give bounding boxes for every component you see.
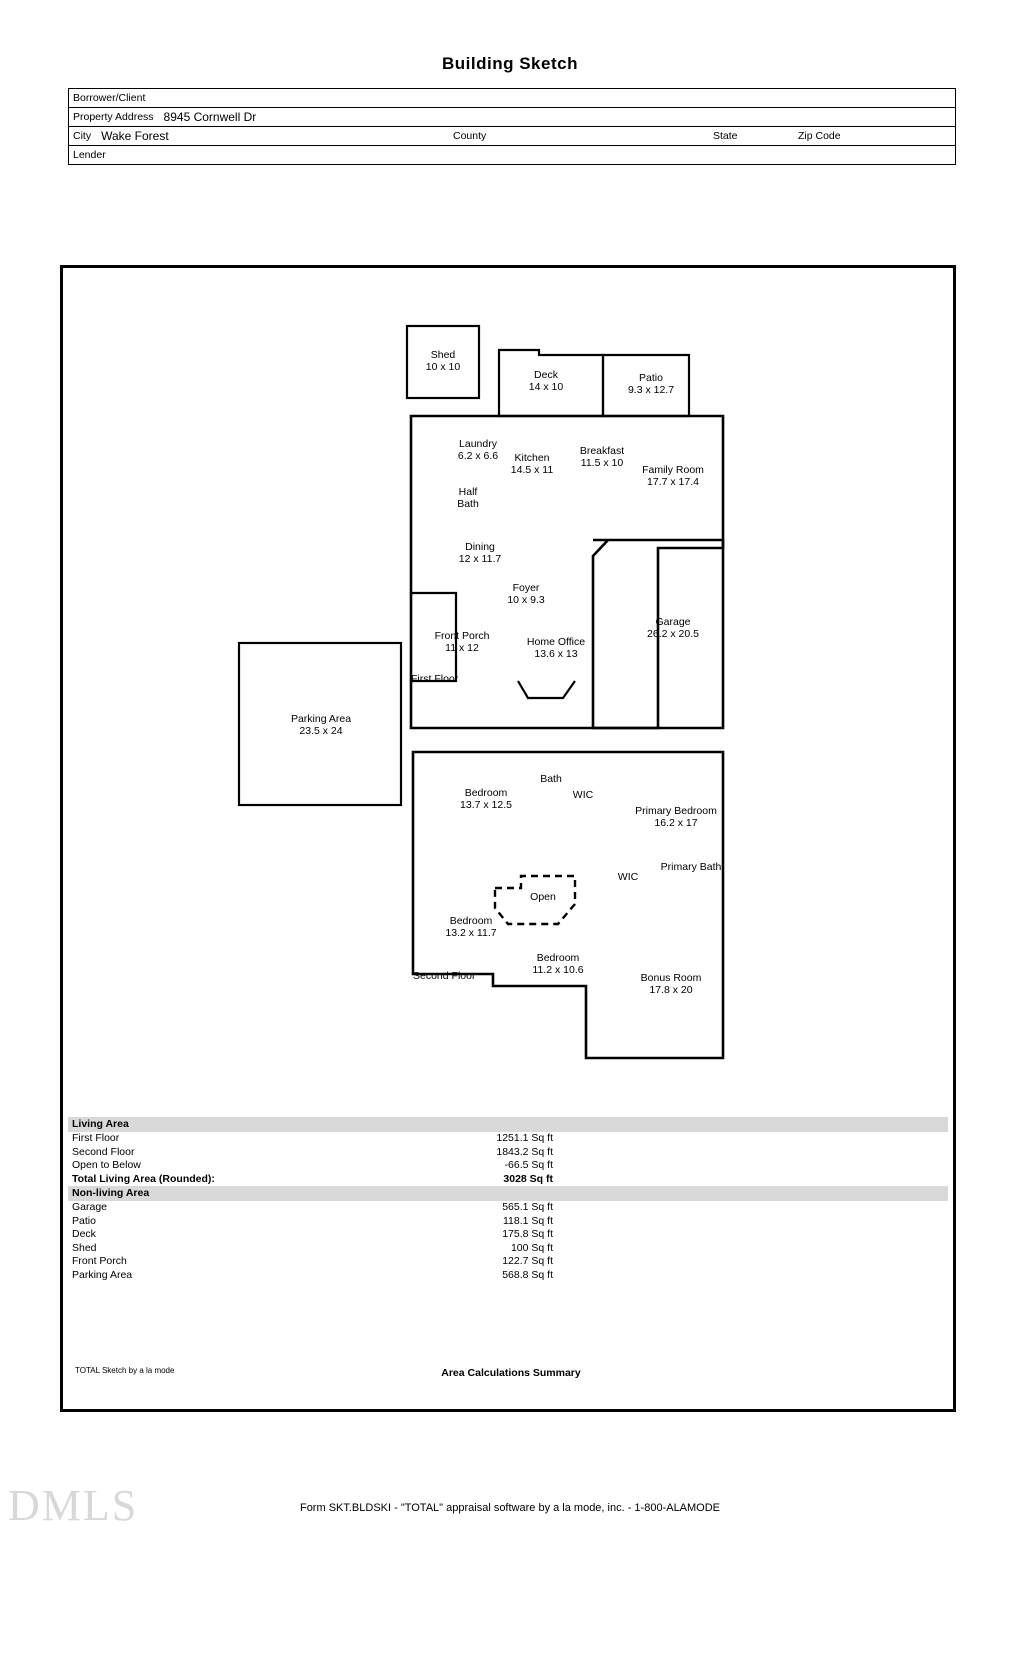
label-laundry: Laundry 6.2 x 6.6 <box>457 438 499 462</box>
label-bath: Bath <box>540 773 562 785</box>
page-title: Building Sketch <box>442 54 578 73</box>
calc-row-second-floor <box>68 1146 948 1160</box>
calc-value: 122.7 Sq ft <box>502 1255 553 1267</box>
calc-label: Deck <box>72 1228 96 1240</box>
borrower-label: Borrower/Client <box>73 92 146 104</box>
calc-label: Front Porch <box>72 1255 127 1267</box>
row-property-address <box>69 108 955 127</box>
city-value: Wake Forest <box>101 129 169 143</box>
calc-value: 175.8 Sq ft <box>502 1228 553 1240</box>
label-front-porch: Front Porch 11 x 12 <box>434 630 490 654</box>
calc-label: Total Living Area (Rounded): <box>72 1172 215 1185</box>
zip-label: Zip Code <box>798 130 841 142</box>
calc-value: 1251.1 Sq ft <box>496 1132 553 1144</box>
property-address-value: 8945 Cornwell Dr <box>163 110 257 124</box>
label-deck: Deck 14 x 10 <box>528 369 564 393</box>
calc-value: 1843.2 Sq ft <box>496 1145 553 1158</box>
city-label: City <box>73 130 92 142</box>
state-label: State <box>713 130 738 142</box>
county-label: County <box>453 130 487 142</box>
label-open: Open <box>530 891 556 903</box>
row-city-county-state-zip <box>69 127 955 146</box>
calc-label: Parking Area <box>72 1268 133 1281</box>
label-breakfast: Breakfast 11.5 x 10 <box>579 445 625 469</box>
sketch-credit: TOTAL Sketch by a la mode <box>75 1366 175 1375</box>
calc-value: -66.5 Sq ft <box>504 1159 553 1171</box>
living-area-header: Living Area <box>68 1117 948 1132</box>
label-patio: Patio 9.3 x 12.7 <box>627 372 675 396</box>
shape-home-office-bay <box>518 681 575 698</box>
label-primary-bedroom: Primary Bedroom 16.2 x 17 <box>635 805 717 829</box>
area-calculations-title: Area Calculations Summary <box>441 1367 581 1379</box>
label-first-floor: First Floor <box>411 673 459 685</box>
label-home-office: Home Office 13.6 x 13 <box>526 636 586 660</box>
calc-row-total-living-area <box>68 1173 948 1187</box>
calc-row-patio <box>68 1215 948 1229</box>
calc-row-open-to-below <box>68 1159 948 1173</box>
lender-label: Lender <box>73 149 106 161</box>
label-kitchen: Kitchen 14.5 x 11 <box>510 452 554 476</box>
row-borrower <box>69 89 955 108</box>
calc-value: 100 Sq ft <box>510 1241 553 1254</box>
calc-label: Second Floor <box>72 1145 135 1158</box>
calc-label: Patio <box>72 1214 96 1227</box>
label-family-room: Family Room 17.7 x 17.4 <box>642 464 704 488</box>
calc-value: 3028 Sq ft <box>503 1172 553 1185</box>
label-bonus-room: Bonus Room 17.8 x 20 <box>640 972 702 996</box>
label-half-bath: Half Bath <box>457 486 479 510</box>
calc-label: Open to Below <box>72 1159 141 1171</box>
label-garage: Garage 26.2 x 20.5 <box>647 616 699 640</box>
form-footer-note: Form SKT.BLDSKI - "TOTAL" appraisal software by a la mode, inc. - 1-800-ALAMODE <box>299 1502 721 1514</box>
calc-row-garage <box>68 1201 948 1215</box>
calc-label: Garage <box>72 1201 108 1213</box>
label-shed: Shed 10 x 10 <box>425 349 461 373</box>
calc-value: 568.8 Sq ft <box>502 1268 553 1281</box>
calc-row-shed <box>68 1242 948 1256</box>
label-foyer: Foyer 10 x 9.3 <box>507 582 545 606</box>
label-second-floor: Second Floor <box>413 970 476 982</box>
row-lender <box>69 146 955 164</box>
nonliving-area-header: Non-living Area <box>68 1186 948 1201</box>
calc-row-deck <box>68 1228 948 1242</box>
label-bedroom-2: Bedroom 13.2 x 11.7 <box>445 915 497 939</box>
label-primary-bath: Primary Bath <box>660 861 722 873</box>
calc-label: Shed <box>72 1241 97 1254</box>
label-bedroom-1: Bedroom 13.7 x 12.5 <box>460 787 512 811</box>
label-wic-1: WIC <box>572 789 594 801</box>
label-wic-2: WIC <box>617 871 639 883</box>
label-parking-area: Parking Area 23.5 x 24 <box>290 713 352 737</box>
calc-row-parking-area <box>68 1269 948 1283</box>
calc-value: 118.1 Sq ft <box>502 1214 553 1227</box>
property-info-table <box>68 88 956 165</box>
calc-row-front-porch <box>68 1255 948 1269</box>
label-bedroom-3: Bedroom 11.2 x 10.6 <box>532 952 584 976</box>
label-dining: Dining 12 x 11.7 <box>458 541 502 565</box>
property-address-label: Property Address <box>73 111 154 123</box>
calc-row-first-floor <box>68 1132 948 1146</box>
dmls-watermark: DMLS <box>8 1481 139 1530</box>
calc-label: First Floor <box>72 1132 120 1144</box>
area-calculations-summary <box>68 1117 948 1282</box>
calc-value: 565.1 Sq ft <box>502 1201 553 1213</box>
